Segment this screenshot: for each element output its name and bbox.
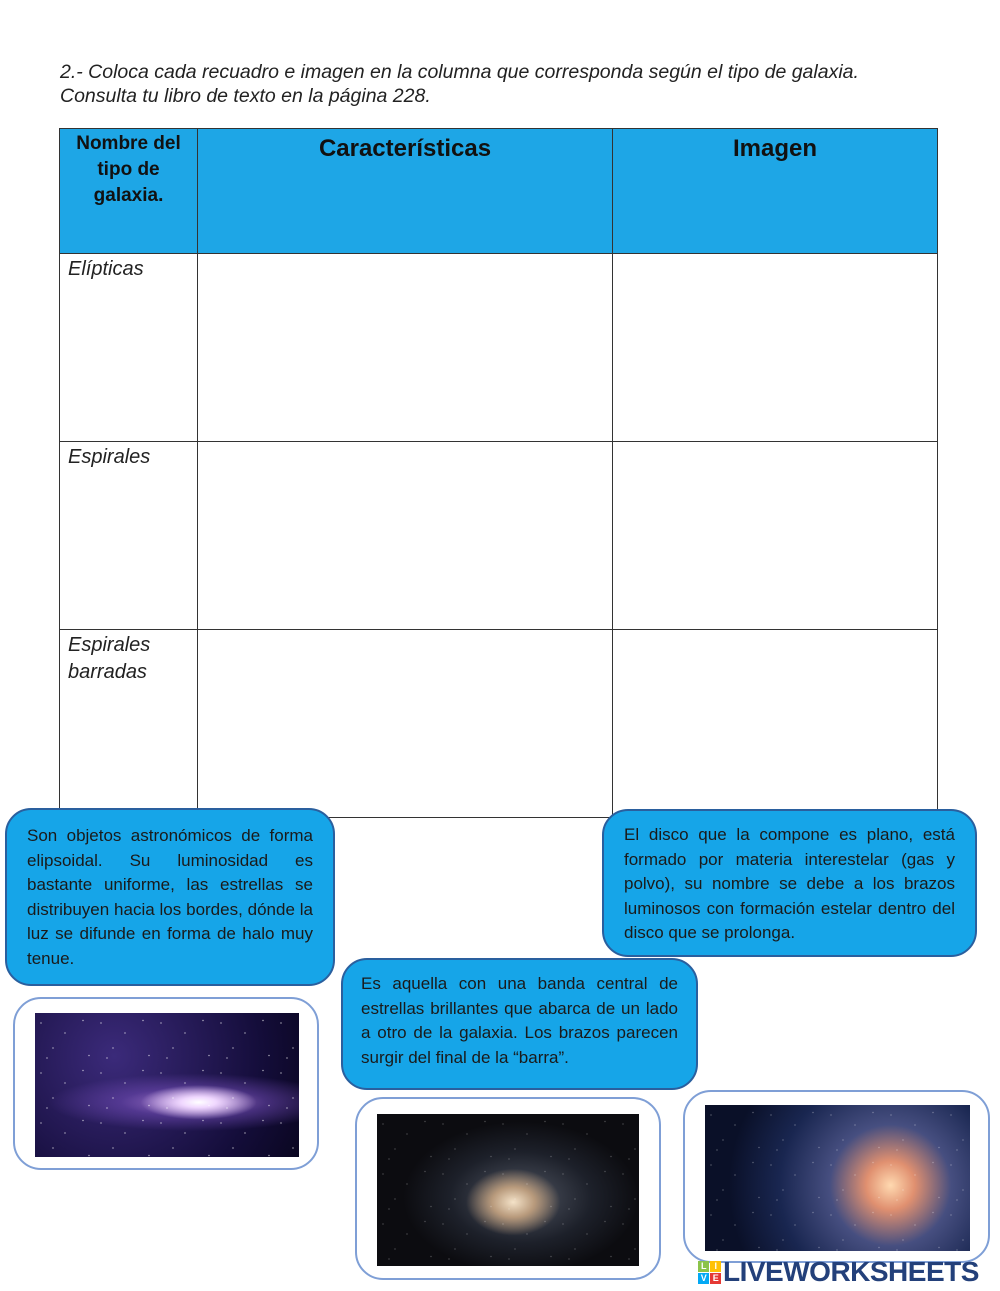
row-name-elipticas: Elípticas bbox=[60, 254, 198, 442]
row-name-espirales: Espirales bbox=[60, 442, 198, 630]
drop-zone-image[interactable] bbox=[613, 254, 938, 442]
draggable-image-card-3[interactable] bbox=[683, 1090, 990, 1263]
instruction-text: 2.- Coloca cada recuadro e imagen en la columna que corresponda según el tipo de galaxia. Consulta tu libro de texto en la página 228. bbox=[60, 61, 859, 107]
header-type-name: Nombre del tipo de galaxia. bbox=[60, 129, 198, 254]
drop-zone-characteristics[interactable] bbox=[198, 630, 613, 818]
header-characteristics: Características bbox=[198, 129, 613, 254]
galaxy-table bbox=[59, 128, 938, 818]
draggable-image-card-1[interactable] bbox=[13, 997, 319, 1170]
draggable-image-card-2[interactable] bbox=[355, 1097, 661, 1280]
drop-zone-characteristics[interactable] bbox=[198, 442, 613, 630]
table-row bbox=[60, 442, 938, 630]
galaxy-image-spiral bbox=[705, 1105, 970, 1251]
logo-text: LIVEWORKSHEETS bbox=[723, 1256, 979, 1287]
table-row bbox=[60, 630, 938, 818]
liveworksheets-logo bbox=[698, 1256, 979, 1288]
drop-zone-image[interactable] bbox=[613, 630, 938, 818]
logo-mark-icon: L I V E bbox=[698, 1261, 721, 1284]
row-name-espirales-barradas: Espirales barradas bbox=[60, 630, 198, 818]
draggable-card-spiral[interactable]: El disco que la compone es plano, está formado por materia interestelar (gas y polvo), su nombre se debe a los brazos luminosos con formación estelar dentro del disco que se prolonga. bbox=[602, 809, 977, 957]
draggable-card-barred[interactable]: Es aquella con una banda central de estrellas brillantes que abarca de un lado a otro de la galaxia. Los brazos parecen surgir del final de la “barra”. bbox=[341, 958, 698, 1090]
table-header-row bbox=[60, 129, 938, 254]
drop-zone-characteristics[interactable] bbox=[198, 254, 613, 442]
header-image: Imagen bbox=[613, 129, 938, 254]
draggable-card-elliptical[interactable]: Son objetos astronómicos de forma elipsoidal. Su luminosidad es bastante uniforme, las estrellas se distribuyen hacia los bordes, dónde la luz se difunde en forma de halo muy tenue. bbox=[5, 808, 335, 986]
table-row bbox=[60, 254, 938, 442]
galaxy-image-purple bbox=[35, 1013, 299, 1157]
drop-zone-image[interactable] bbox=[613, 442, 938, 630]
galaxy-image-barred bbox=[377, 1114, 639, 1266]
